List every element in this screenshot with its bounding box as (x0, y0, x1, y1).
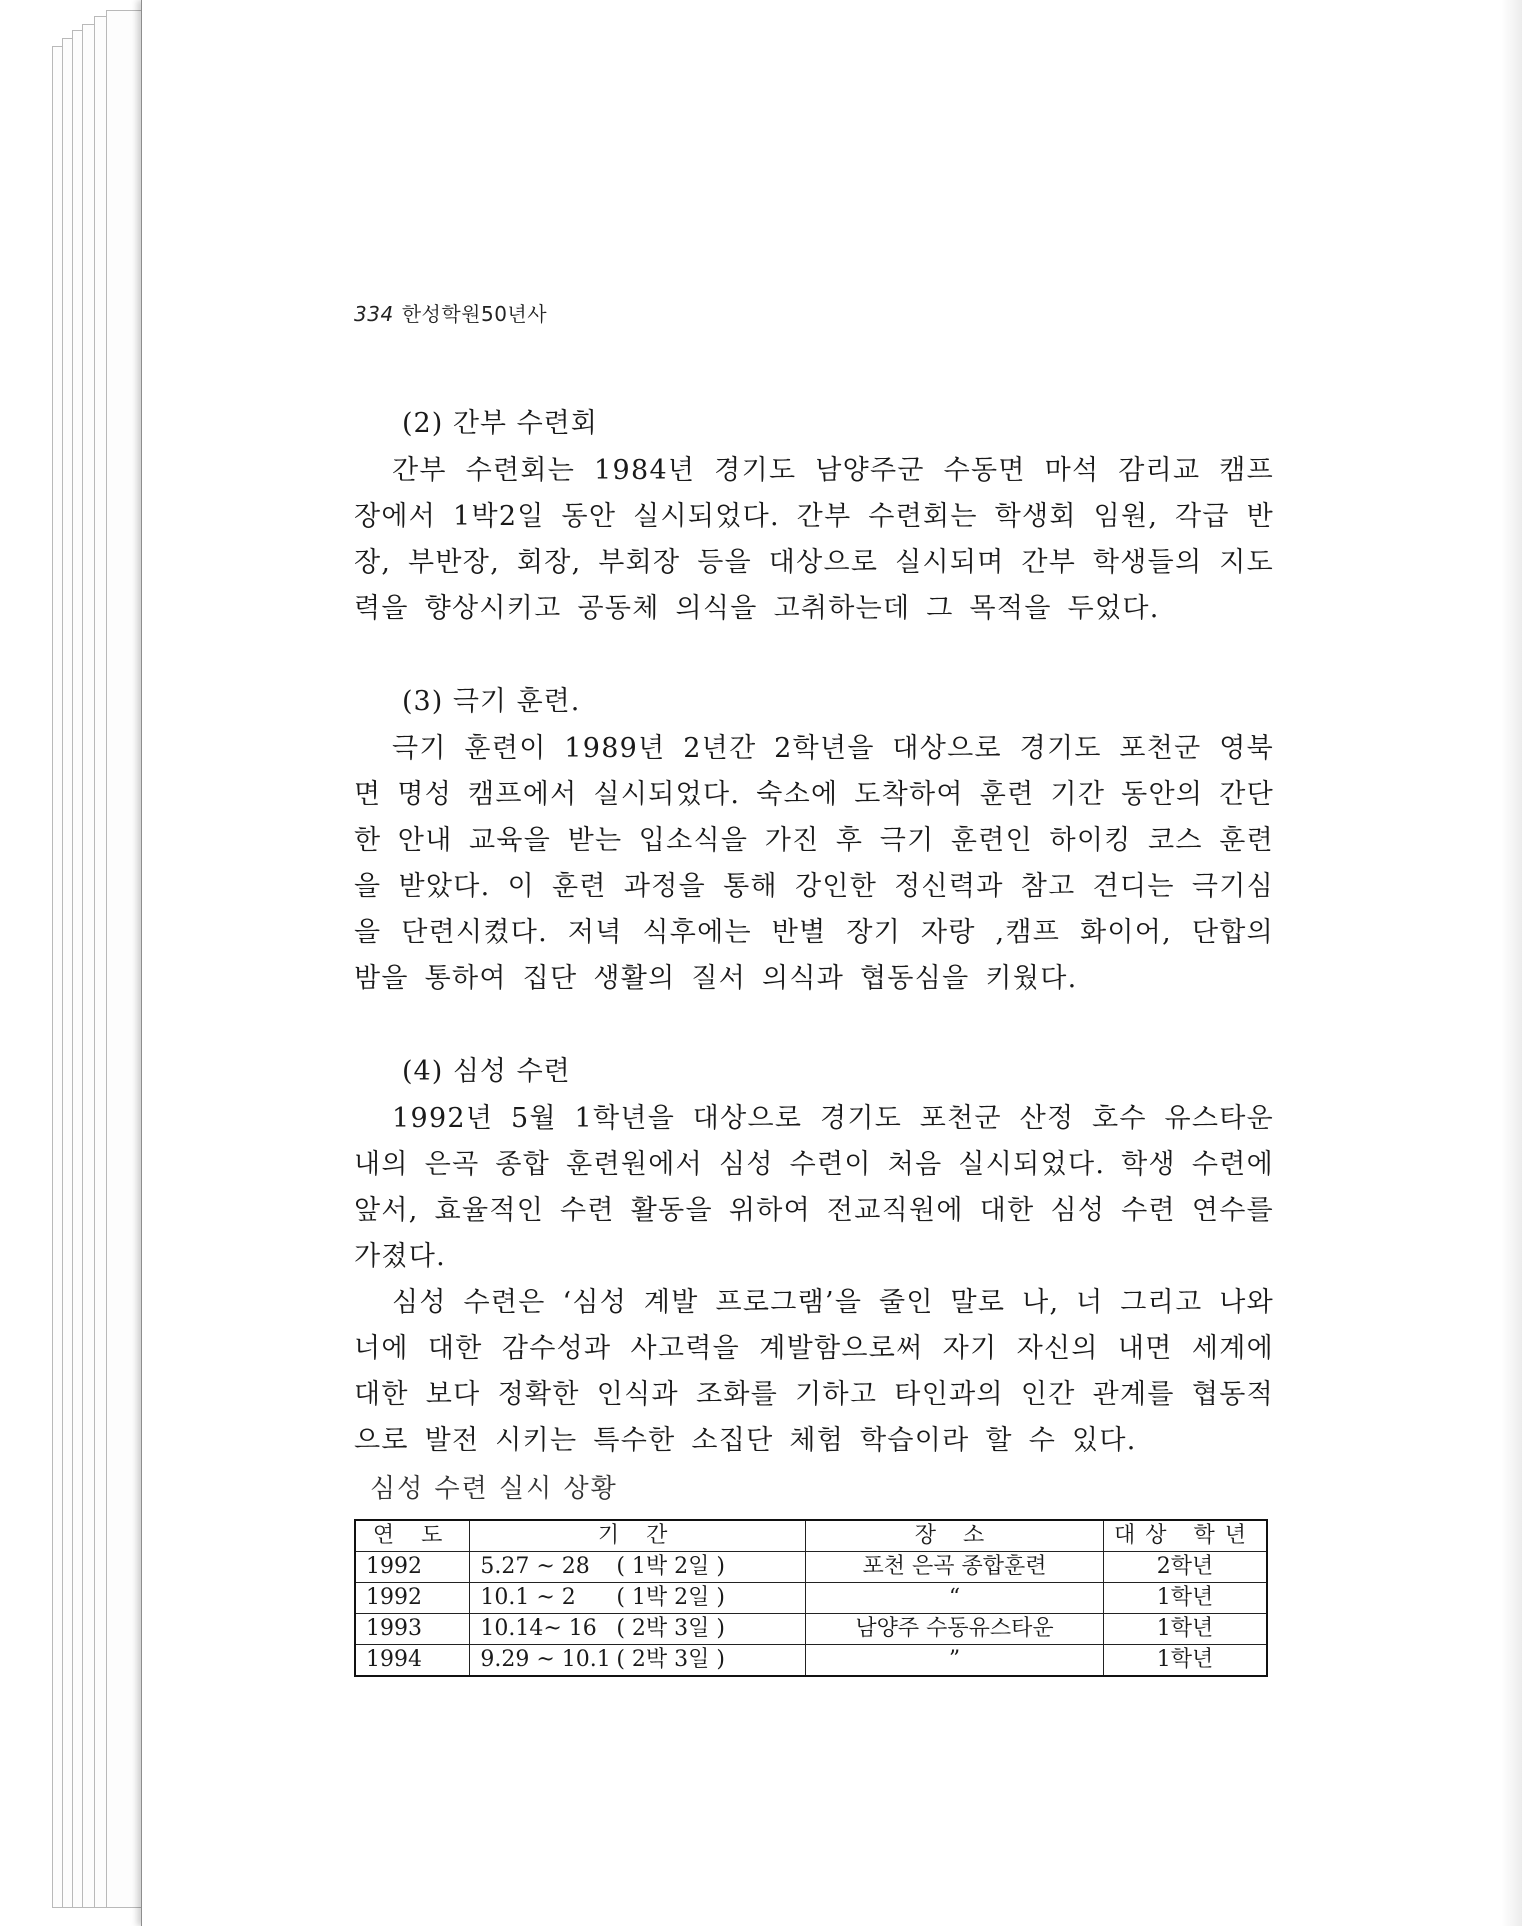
column-header-period: 기 간 (470, 1520, 806, 1552)
period-duration: ( 1박 2일 ) (616, 1554, 725, 1579)
cell-grade: 2학년 (1103, 1552, 1267, 1583)
period-date: 5.27 ~ 28 (480, 1554, 590, 1579)
cell-year: 1992 (355, 1552, 470, 1583)
running-head (354, 298, 547, 327)
section-heading: (2) 간부 수련회 (402, 408, 598, 439)
body-paragraph: 간부 수련회는 1984년 경기도 남양주군 수동면 마석 감리교 캠프장에서 1박2일 동안 실시되었다. 간부 수련회는 학생회 임원, 각급 반장, 부반장, 회장, 부회장 등을 대상으로 실시되며 간부 학생들의 지도력을 향상시키고 공동체 의식을 고취하는데 그 목적을 두었다. (354, 455, 1274, 624)
table-row (355, 1552, 1267, 1583)
cell-place: 남양주 수동유스타운 (805, 1614, 1103, 1645)
page-number: 334 (354, 302, 394, 326)
cell-period (470, 1552, 806, 1583)
period-date: 10.1 ~ 2 (480, 1585, 576, 1610)
table-row (355, 1645, 1267, 1677)
body-paragraph: 1992년 5월 1학년을 대상으로 경기도 포천군 산정 호수 유스타운 내의 은곡 종합 훈련원에서 심성 수련이 처음 실시되었다. 학생 수련에 앞서, 효율적인 수련 활동을 위하여 전교직원에 대한 심성 수련 연수를 가졌다. (354, 1103, 1274, 1272)
table-row (355, 1614, 1267, 1645)
book-title: 한성학원50년사 (401, 302, 548, 326)
training-schedule-table (354, 1519, 1268, 1677)
page-content (354, 400, 1274, 1677)
period-duration: ( 2박 3일 ) (616, 1647, 725, 1672)
cell-grade: 1학년 (1103, 1614, 1267, 1645)
cell-grade: 1학년 (1103, 1583, 1267, 1614)
cell-period (470, 1583, 806, 1614)
section-mind-training (354, 1048, 1274, 1464)
cell-grade: 1학년 (1103, 1645, 1267, 1677)
cell-year: 1993 (355, 1614, 470, 1645)
body-paragraph: 심성 수련은 ‘심성 계발 프로그램’을 줄인 말로 나, 너 그리고 나와 너에 대한 감수성과 사고력을 계발함으로써 자기 자신의 내면 세계에 대한 보다 정확한 인식과 조화를 기하고 타인과의 인간 관계를 협동적으로 발전 시키는 특수한 소집단 체험 학습이라 할 수 있다. (354, 1287, 1274, 1456)
column-header-year: 연 도 (355, 1520, 470, 1552)
period-date: 9.29 ~ 10.1 (480, 1647, 611, 1672)
table-caption: 심성 수련 실시 상황 (370, 1474, 618, 1504)
cell-year: 1992 (355, 1583, 470, 1614)
cell-period (470, 1645, 806, 1677)
table-header-row (355, 1520, 1267, 1552)
cell-period (470, 1614, 806, 1645)
table-row (355, 1583, 1267, 1614)
period-duration: ( 2박 3일 ) (616, 1616, 725, 1641)
section-heading: (4) 심성 수련 (402, 1056, 571, 1087)
period-duration: ( 1박 2일 ) (616, 1585, 725, 1610)
column-header-grade: 대상 학년 (1103, 1520, 1267, 1552)
cell-place: “ (805, 1583, 1103, 1614)
section-endurance-training (354, 678, 1274, 1002)
body-paragraph: 극기 훈련이 1989년 2년간 2학년을 대상으로 경기도 포천군 영북면 명성 캠프에서 실시되었다. 숙소에 도착하여 훈련 기간 동안의 간단한 안내 교육을 받는 입소식을 가진 후 극기 훈련인 하이킹 코스 훈련을 받았다. 이 훈련 과정을 통해 강인한 정신력과 참고 견디는 극기심을 단련시켰다. 저녁 식후에는 반별 장기 자랑 ,캠프 화이어, 단합의 밤을 통하여 집단 생활의 질서 의식과 협동심을 키웠다. (354, 733, 1274, 994)
cell-place: ” (805, 1645, 1103, 1677)
column-header-place: 장 소 (805, 1520, 1103, 1552)
cell-place: 포천 은곡 종합훈련 (805, 1552, 1103, 1583)
period-date: 10.14~ 16 (480, 1616, 597, 1641)
section-heading: (3) 극기 훈련. (402, 686, 581, 717)
cell-year: 1994 (355, 1645, 470, 1677)
section-leader-retreat (354, 400, 1274, 632)
book-page (141, 0, 1522, 1926)
